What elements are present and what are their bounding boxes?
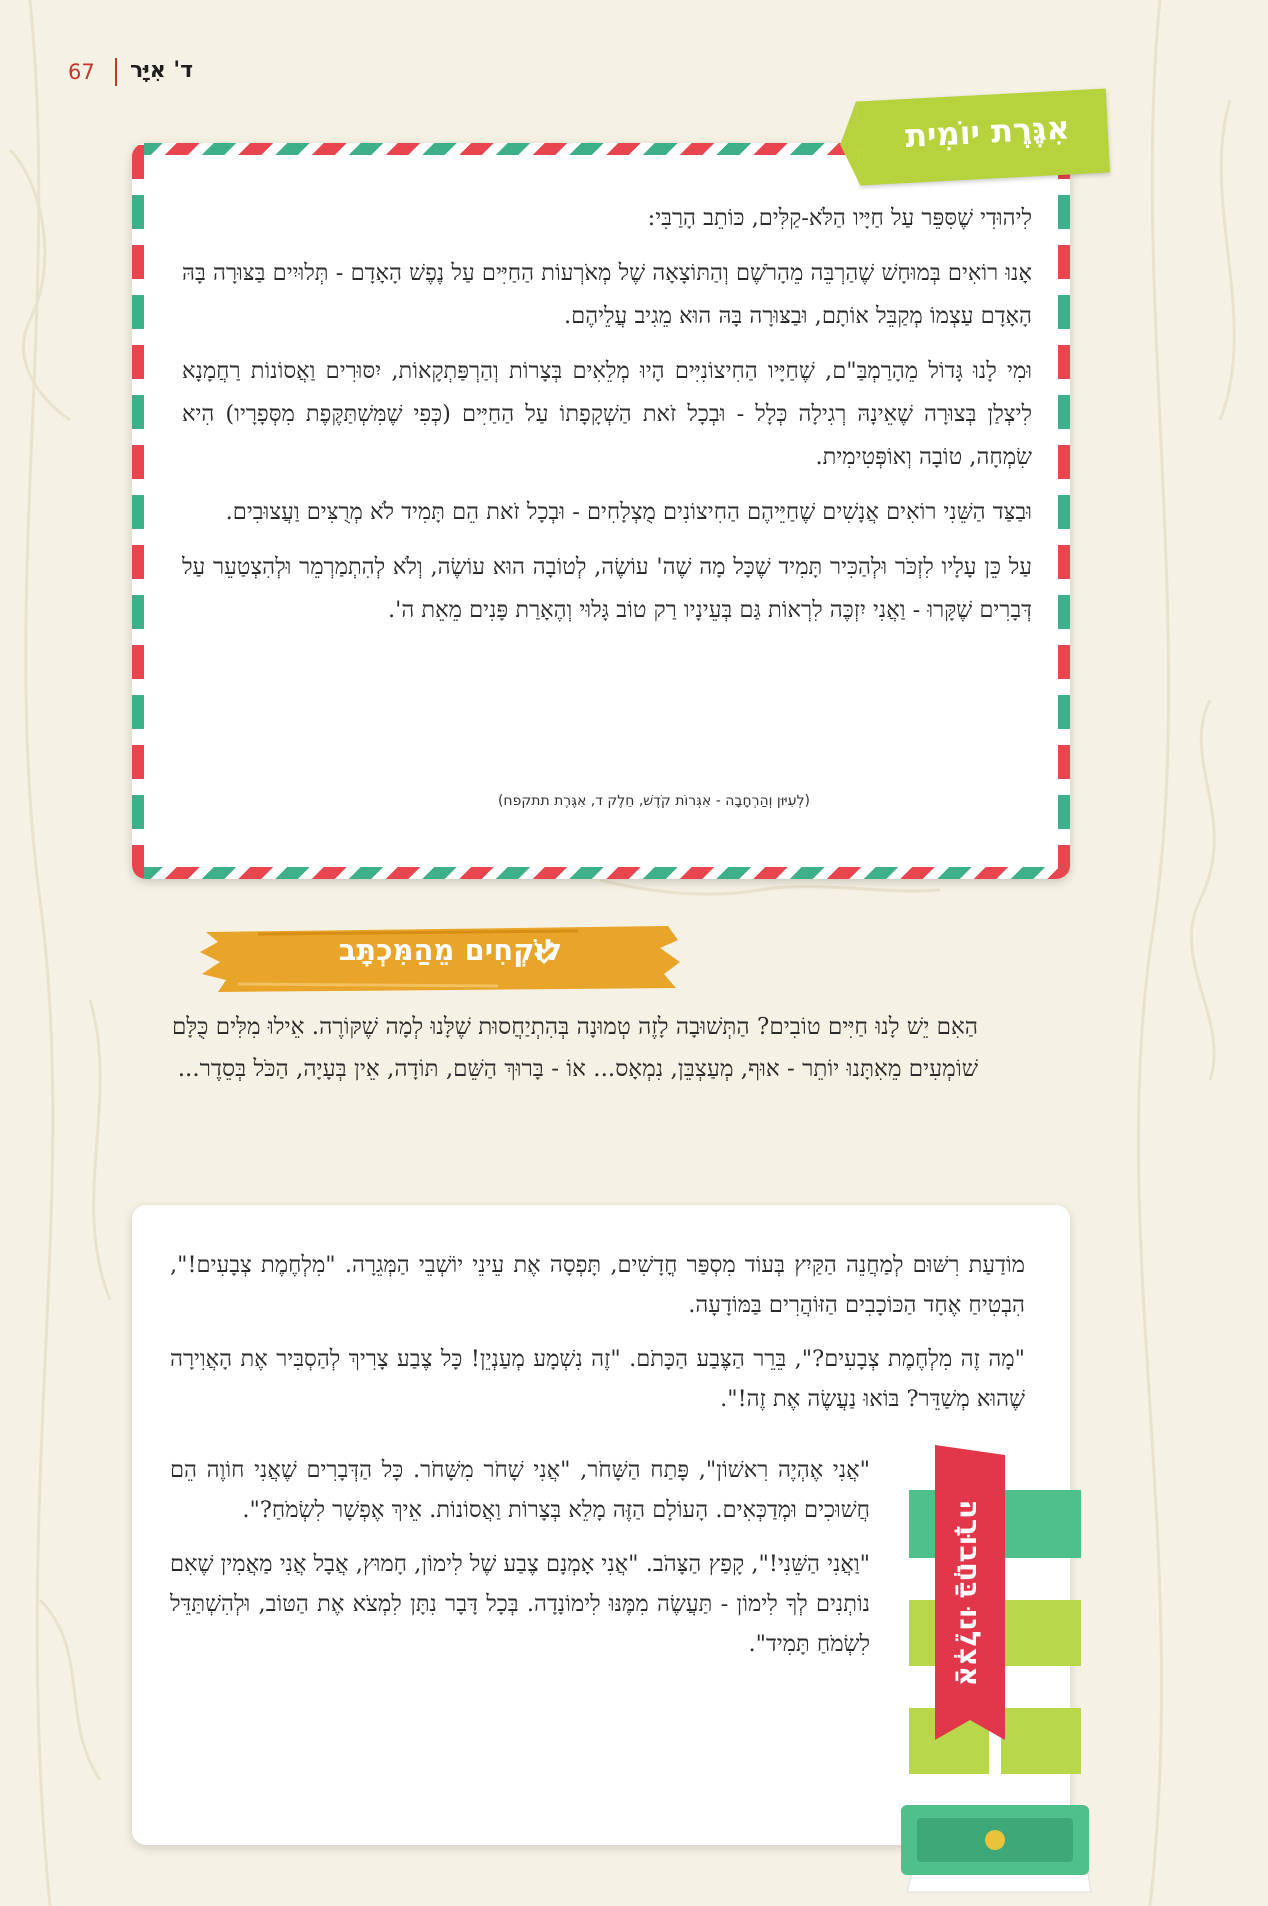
letter-source-citation: (לְעִיּוּן וְהַרְחָבָה - אִגְּרוֹת קֹדֶשׁ, חֵלֶק ד, אִגֶּרֶת תתקפח): [497, 793, 810, 809]
airmail-border-bottom: [132, 867, 1070, 879]
daily-letter-card: [132, 143, 1070, 879]
story-paragraph: מוֹדַעַת רִשּׁוּם לְמַחֲנֵה הַקַּיִץ בְּעוֹד מִסְפַּר חֳדָשִׁים, תָּפְסָה אֶת עֵינֵי יוֹשְׁבֵי הַמְּגֵרָה. "מִלְחֶמֶת צְבָעִים!", הִבְטִיחַ אֶחָד הַכּוֹכָבִים הַזּוֹהֲרִים בַּמּוֹדָעָה.: [170, 1252, 1025, 1318]
side-label-text: אַצְלֵנוּ בַּחֲבוּרָה: [953, 1499, 987, 1687]
letter-paragraph: עַל כֵּן עָלָיו לִזְכֹּר וּלְהַכִּיר תָּמִיד שֶׁכָּל מָה שֶׁה' עוֹשֶׂה, לְטוֹבָה הוּא עוֹשֶׂה, וְלֹא לְהִתְמַרְמֵר וּלְהִצְטַעֵר עַל דְּבָרִים שֶׁקָּרוּ - וַאֲנִי יִזְכֶּה לִרְאוֹת גַּם בְּעֵינָיו רַק טוֹב גָּלוּי וְהֶאָרַת פָּנִים מֵאֵת ה'.: [182, 554, 1032, 623]
side-label: [936, 1478, 1004, 1708]
page-header: [60, 58, 220, 88]
letter-paragraph: וּבַצַּד הַשֵּׁנִי רוֹאִים אֲנָשִׁים שֶׁחַיֵּיהֶם הַחִיצוֹנִים מֻצְלָחִים - וּבְכָל זֹאת הֵם תָּמִיד לֹא מְרֻצִּים וַעֲצוּבִים.: [225, 499, 1032, 525]
story-paragraph: "וַאֲנִי הַשֵּׁנִי!", קָפַץ הַצָּהֹב. "אֲנִי אָמְנָם צֶבַע שֶׁל לִימוֹן, חָמוּץ, אֲבָל אֲנִי מַאֲמִין שֶׁאִם נוֹתְנִים לְךָ לִימוֹן - תַּעֲשֶׂה מִמֶּנּוּ לִימוֹנָדָה. בְּכָל דָּבָר נִתָּן לִמְצֹא אֶת הַטּוֹב, וּלְהִשְׁתַּדֵּל לִשְׂמֹחַ תָּמִיד".: [170, 1551, 870, 1657]
header-divider: [115, 58, 117, 86]
story-paragraph: "מָה זֶה מִלְחֶמֶת צְבָעִים?", בֵּרֵר הַצֶּבַע הַכָּתֹם. "זֶה נִשְׁמָע מְעַנְיֵן! כָּל צֶבַע צָרִיךְ לְהַסְבִּיר אֶת הָאֲוִירָה שֶׁהוּא מְשַׁדֵּר? בּוֹאוּ נַעֲשֶׂה אֶת זֶה!".: [170, 1346, 1025, 1412]
story-paragraph: "אֲנִי אֶהְיֶה רִאשׁוֹן", פָּתַח הַשָּׁחֹר, "אֲנִי שָׁחֹר מִשָּׁחֹר. כָּל הַדְּבָרִים שֶׁאֲנִי חוֹוֶה הֵם חֲשׁוּכִים וּמְדַכְּאִים. הָעוֹלָם הַזֶּה מָלֵא בְּצָרוֹת וַאֲסוֹנוֹת. אֵיךְ אֶפְשָׁר לִשְׂמֹחַ?".: [170, 1457, 870, 1523]
page-date: ד' אִיָּר: [130, 58, 194, 83]
airmail-border-left: [132, 143, 144, 879]
letter-paragraph: לִיהוּדִי שֶׁסִּפֵּר עַל חַיָּיו הַלֹּא-קַלִּים, כּוֹתֵב הָרַבִּי:: [647, 205, 1032, 231]
story-top-text: [170, 1245, 1025, 1433]
letter-paragraph: אָנוּ רוֹאִים בְּמוּחָשׁ שֶׁהַרְבֵּה מֵהָרֹשֶׁם וְהַתּוֹצָאָה שֶׁל מְאֹרְעוֹת הַחַיִּים עַל נֶפֶשׁ הָאָדָם - תְּלוּיִים בַּצּוּרָה בָּהּ הָאָדָם עַצְמוֹ מְקַבֵּל אוֹתָם, וּבַצּוּרָה בָּהּ הוּא מֵגִיב עֲלֵיהֶם.: [182, 260, 1032, 329]
daily-letter-tag: [856, 89, 1110, 186]
double-chevron-down-icon: [532, 940, 556, 968]
daily-letter-tag-title: אִגֶּרֶת יוֹמִית: [904, 108, 1071, 156]
story-bottom-text: [170, 1450, 870, 1678]
takeaway-text: הַאִם יֵשׁ לָנוּ חַיִּים טוֹבִים? הַתְּשׁוּבָה לָזֶה טְמוּנָה בְּהִתְיַחֲסוּת שֶׁלָּנוּ לְמָה שֶׁקּוֹרֶה. אֵילוּ מִלִּים כֻּלָּם שׁוֹמְעִים מֵאִתָּנוּ יוֹתֵר - אוּף, מְעַצְבֵּן, נִמְאָס... אוֹ - בָּרוּךְ הַשֵּׁם, תּוֹדָה, אֵין בְּעָיָה, הַכֹּל בְּסֵדֶר...: [172, 1014, 978, 1082]
takeaway-heading: לוֹקְחִים מֵהַמִּכְתָּב: [338, 933, 562, 967]
airmail-border-right: [1058, 143, 1070, 879]
page-number: 67: [68, 60, 95, 84]
letter-paragraph: וּמִי לָנוּ גָּדוֹל מֵהָרַמְבַּ"ם, שֶׁחַיָּיו הַחִיצוֹנִיִּים הָיוּ מְלֵאִים בְּצָרוֹת וְהַרְפַּתְקָאוֹת, יִסּוּרִים וַאֲסוֹנוֹת רַחֲמָנָא לִיצְלַן בְּצוּרָה שֶׁאֵינָהּ רְגִילָה כְּלָל - וּבְכָל זֹאת הַשְׁקָפָתוֹ עַל הַחַיִּים (כְּפִי שֶׁמִּשְׁתַּקֶּפֶת מִסְּפָרָיו) הִיא שִׂמְחָה, טוֹבָה וְאוֹפְּטִימִית.: [182, 358, 1032, 470]
letter-body: [182, 197, 1032, 644]
